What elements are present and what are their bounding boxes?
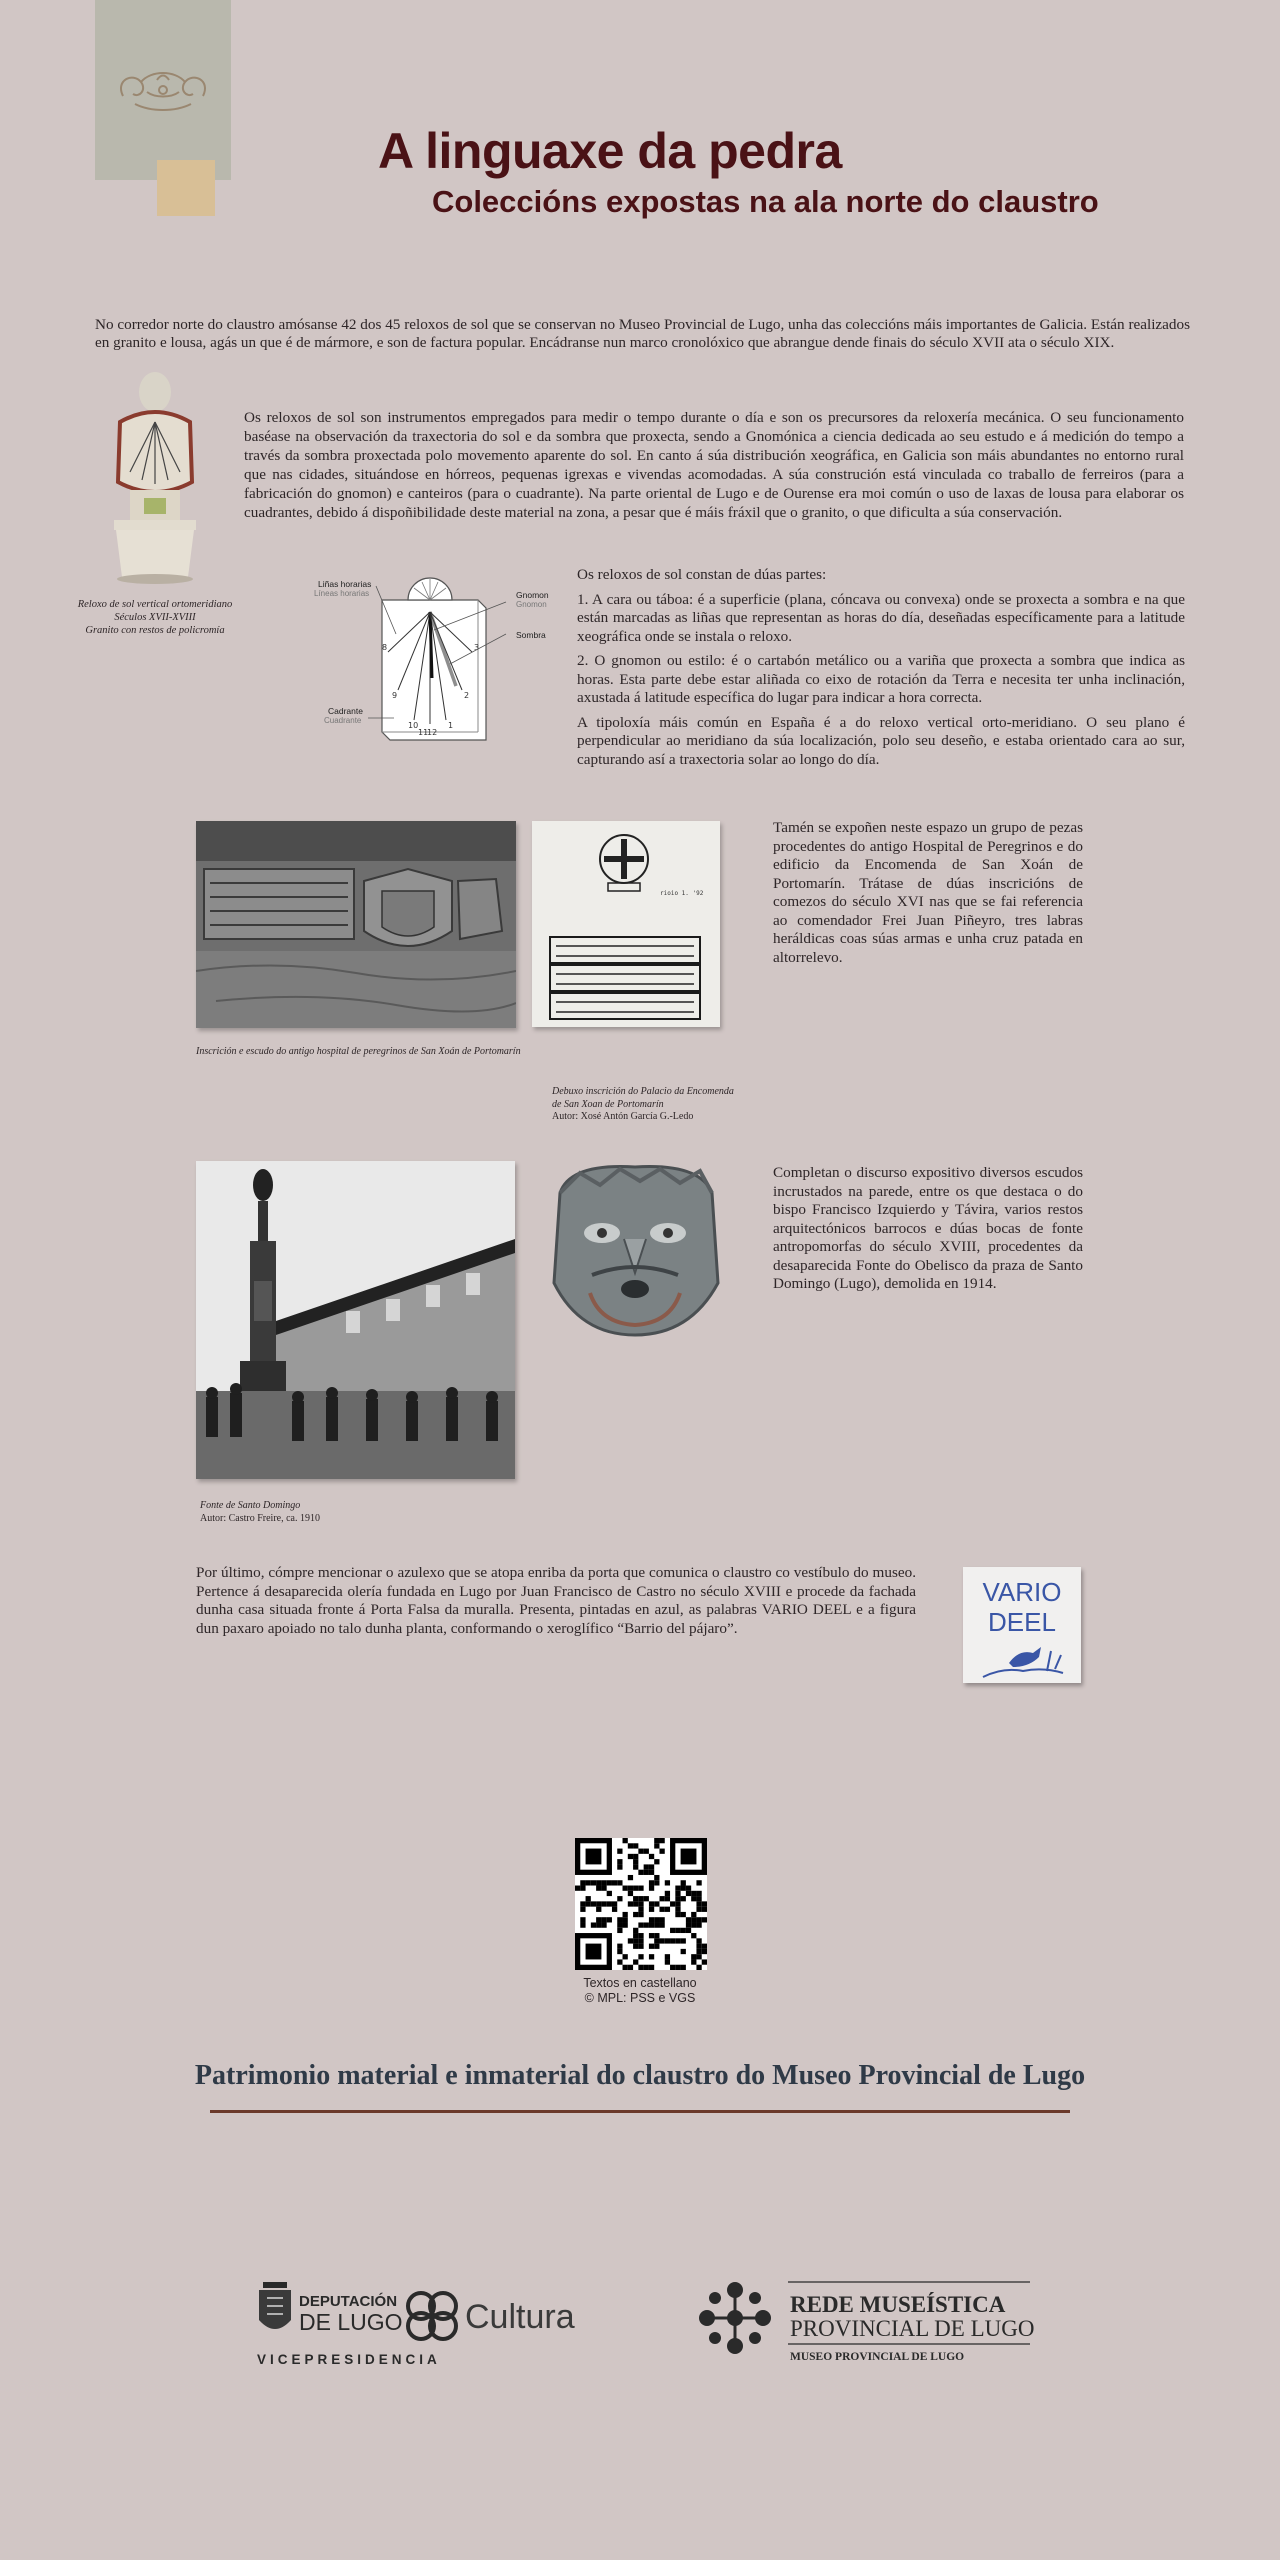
sundial-caption-line: Reloxo de sol vertical ortomeridiano xyxy=(77,599,233,610)
qr-caption-line: © MPL: PSS e VGS xyxy=(584,1991,696,2005)
diagram-hour-label: 3 xyxy=(474,643,480,652)
deputacion-line2: DE LUGO xyxy=(299,2309,403,2335)
fonte-photo xyxy=(196,1161,515,1479)
header-logo-tab xyxy=(157,160,215,216)
diagram-label-cadrante: Cadrante xyxy=(328,706,363,716)
tile-word: VARIO xyxy=(982,1577,1062,1607)
diagram-label-lineas: Liñas horarias xyxy=(318,579,372,589)
parts-closing: A tipoloxía máis común en España é a do reloxo vertical orto-meridiano. O seu plano é perpendicular ao meridiano da súa localización, polo seu deseño, e estaba orientado cara ao sur, capturando así a traxectoria solar ao longo do día. xyxy=(577,713,1185,768)
fountain-mask-photo xyxy=(540,1163,730,1338)
sundial-caption xyxy=(55,598,255,637)
drawing-caption-line: de San Xoan de Portomarín xyxy=(552,1098,664,1110)
drawing-author: Autor: Xosé Antón García G.-Ledo xyxy=(552,1111,694,1122)
diagram-label-cadrante-es: Cuadrante xyxy=(324,716,362,725)
footer-divider xyxy=(210,2110,1070,2113)
rede-sub: MUSEO PROVINCIAL DE LUGO xyxy=(790,2351,965,2363)
diagram-label-gnomon: Gnomon xyxy=(516,590,549,600)
drawing-note: rioio 1. '92 xyxy=(660,890,704,897)
qr-caption-line: Textos en castellano xyxy=(583,1976,697,1990)
sundial-parts xyxy=(577,566,1185,775)
diagram-label-lineas-es: Líneas horarias xyxy=(314,589,370,598)
escudos-paragraph: Completan o discurso expositivo diversos escudos incrustados na parede, entre os que destaca o do bispo Francisco Izquierdo y Távira, varios restos arquitectónicos barrocos e dúas bocas de fonte antropomorfas do século XVIII, procedentes da desaparecida Fonte do Obelisco da praza de Santo Domingo (Lugo), demolida en 1914. xyxy=(773,1164,1083,1292)
diagram-hour-label: 10 xyxy=(408,721,419,730)
rede-line1: REDE MUSEÍSTICA xyxy=(790,2292,1006,2317)
parts-item: 1. A cara ou táboa: é a superficie (plana, cóncava ou convexa) onde se proxecta a sombra e na que están marcadas as liñas que representan as horas do día, deseñadas específicamente para a latitude xeográfica onde se instala o reloxo. xyxy=(577,590,1185,645)
ornament-icon xyxy=(95,0,231,180)
drawing-caption-line: Debuxo inscrición do Palacio da Encomenda xyxy=(552,1086,734,1097)
header-logo-block xyxy=(95,0,231,180)
fonte-caption-title: Fonte de Santo Domingo xyxy=(200,1500,301,1511)
azulexo-tile xyxy=(963,1567,1081,1683)
deputacion-line1: DEPUTACIÓN xyxy=(299,2293,398,2310)
sundial-diagram xyxy=(310,560,560,750)
hospital-paragraph: Tamén se expoñen neste espazo un grupo de pezas procedentes do antigo Hospital de Peregrinos e do edificio da Encomenda de San Xoán de Portomarín. Trátase de dúas inscricións de comezos do século XVI nas que se fai referencia ao comendador Frei Juan Piñeyro, tres labras heráldicas coas súas armas e unha cruz patada en altorrelevo. xyxy=(773,819,1083,966)
diagram-label-gnomon-es: Gnomon xyxy=(516,600,547,609)
inscription-drawing xyxy=(532,821,720,1027)
diagram-hour-label: 12 xyxy=(427,728,438,737)
fonte-caption xyxy=(200,1500,400,1525)
intro-paragraph: No corredor norte do claustro amósanse 42 dos 45 reloxos de sol que se conservan no Museo Provincial de Lugo, unha das coleccións máis importantes de Galicia. Están realizados en granito e lousa, agás un que é de mármore, e son de factura popular. Encádranse nun marco cronolóxico que abrangue dende finais do século XVII ata o século XIX. xyxy=(95,316,1190,351)
footer-title: Patrimonio material e inmaterial do claustro do Museo Provincial de Lugo xyxy=(194,2060,1086,2091)
rede-line2: PROVINCIAL DE LUGO xyxy=(790,2316,1035,2341)
azulexo-paragraph: Por último, cómpre mencionar o azulexo que se atopa enriba da porta que comunica o claustro co vestíbulo do museo. Pertence á desaparecida olería fundada en Lugo por Juan Francisco de Castro no século XVIII e procede da fachada dunha casa situada fronte á Porta Falsa da muralla. Presenta, pintadas en azul, as palabras VARIO DEEL e a figura dun paxaro apoiado no talo dunha planta, conformando o xeroglífico “Barrio del pájaro”. xyxy=(196,1564,916,1637)
drawing-caption xyxy=(552,1086,752,1124)
rede-museistica-logo xyxy=(690,2276,1050,2366)
deputacion-cultura: Cultura xyxy=(465,2298,575,2336)
inscription-caption: Inscrición e escudo do antigo hospital de peregrinos de San Xoán de Portomarín xyxy=(196,1046,521,1057)
qr-caption xyxy=(540,1976,740,2006)
tile-word: DEEL xyxy=(988,1607,1056,1637)
diagram-hour-label: 11 xyxy=(418,728,429,737)
inscription-photo xyxy=(196,821,516,1028)
diagram-hour-label: 1 xyxy=(448,721,454,730)
parts-item: 2. O gnomon ou estilo: é o cartabón metálico ou a variña que proxecta a sombra que indica as horas. Esta parte debe estar aliñada co eixo de rotación da Terra e necesita ter unha inclinación, axustada á latitude específica do lugar para indicar a hora correcta. xyxy=(577,652,1185,706)
diagram-hour-label: 2 xyxy=(464,691,470,700)
page-subtitle: Coleccións expostas na ala norte do claustro xyxy=(432,184,1099,219)
sundial-caption-line: Séculos XVII-XVIII xyxy=(114,612,196,623)
deputacion-vicepresidencia: VICEPRESIDENCIA xyxy=(257,2352,441,2367)
qr-code[interactable] xyxy=(575,1838,707,1970)
sundial-description: Os reloxos de sol son instrumentos empregados para medir o tempo durante o día e son os precursores da reloxería mecánica. O seu funcionamento baséase na observación da traxectoria do sol e da sombra que proxecta, sendo a Gnomónica a ciencia dedicada ao seu estudo e á medición do tempo a través da sombra proxectada polo movemento aparente do sol. En canto á súa distribución xeográfica, en Galicia son máis abundantes no entorno rural que nas cidades, situándose en hórreos, pequenas igrexas e vivendas acomodadas. A súa construción está vinculada co traballo de ferreiros (para a fabricación do gnomon) e canteiros (para o cuadrante). Na parte oriental de Lugo e de Ourense era moi común o uso de laxas de lousa para elaborar os cuadrantes, debido á dispoñibilidade deste material na zona, a pesar que é máis fráxil que o granito, o que dificulta a súa conservación. xyxy=(244,409,1184,521)
parts-intro: Os reloxos de sol constan de dúas partes: xyxy=(577,566,827,583)
diagram-hour-label: 8 xyxy=(382,643,388,652)
diagram-hour-label: 9 xyxy=(392,691,398,700)
diagram-label-sombra: Sombra xyxy=(516,630,546,640)
sundial-photo xyxy=(100,362,210,587)
fonte-caption-author: Autor: Castro Freire, ca. 1910 xyxy=(200,1512,320,1524)
sundial-caption-line: Granito con restos de policromía xyxy=(85,625,225,636)
deputacion-logo xyxy=(253,2272,613,2372)
page-title: A linguaxe da pedra xyxy=(378,123,842,179)
